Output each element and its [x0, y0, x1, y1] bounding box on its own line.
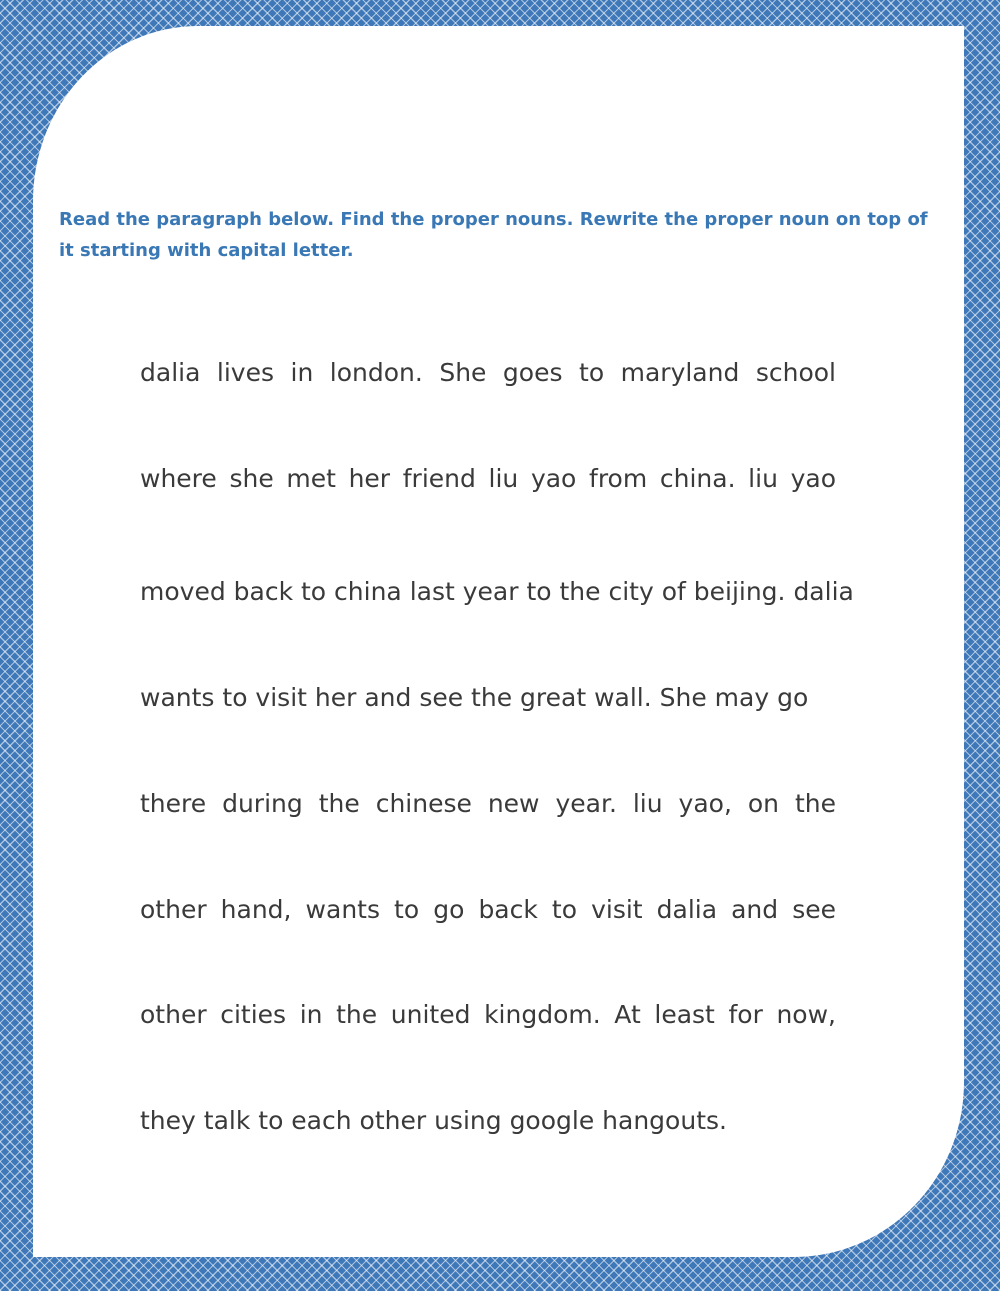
passage-line: wants to visit her and see the great wall. She may go — [140, 683, 809, 712]
passage-line: dalia lives in london. She goes to maryland school — [140, 358, 836, 387]
passage-line: where she met her friend liu yao from china. liu yao — [140, 464, 836, 493]
passage-line: other cities in the united kingdom. At least for now, — [140, 1000, 836, 1029]
passage-line: other hand, wants to go back to visit dalia and see — [140, 895, 836, 924]
passage-line: there during the chinese new year. liu yao, on the — [140, 789, 836, 818]
passage-line: moved back to china last year to the city of beijing. dalia — [140, 577, 854, 606]
passage-line: they talk to each other using google hangouts. — [140, 1106, 727, 1135]
instructions-text: Read the paragraph below. Find the proper nouns. Rewrite the proper noun on top of it starting with capital letter. — [59, 209, 928, 261]
worksheet-page — [33, 26, 964, 1257]
